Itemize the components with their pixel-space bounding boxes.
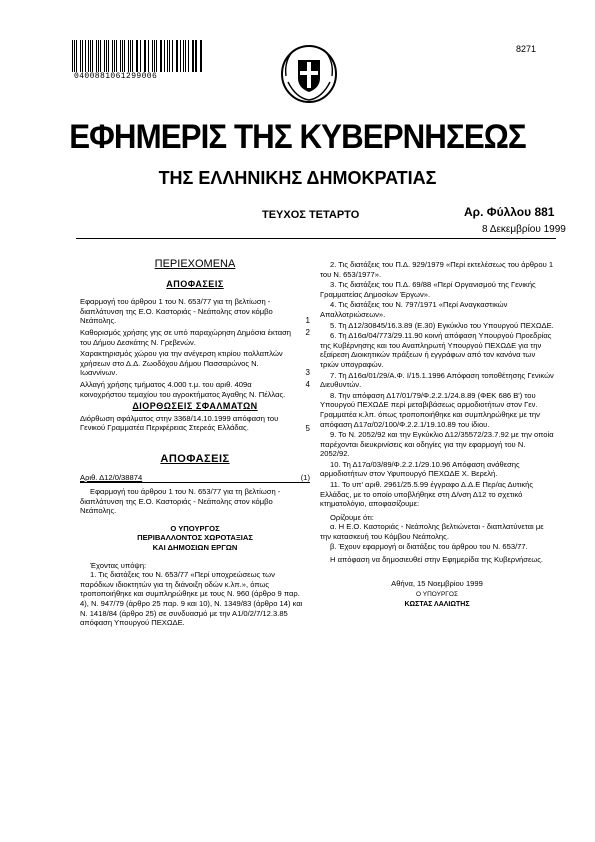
barcode-bar <box>201 40 202 72</box>
toc-item <box>80 297 310 326</box>
considering-point: 9. Το Ν. 2052/92 και την Εγκύκλιο Δ12/35572/23.7.92 με την οποία παρέχονται διευκρινίσεις και οδηγίες για την εφαρμογή του Ν. 2052/92. <box>320 430 554 459</box>
gazette-subtitle: ΤΗΣ ΕΛΛΗΝΙΚΗΣ ΔΗΜΟΚΡΑΤΙΑΣ <box>158 168 437 188</box>
barcode-number: 0400881061299006 <box>74 72 158 81</box>
toc-item-text: Εφαρμογή του άρθρου 1 του Ν. 653/77 για τη βελτίωση - διαπλάτυνση της Ε.Ο. Καστοριάς - Νεάπολης στον κόμβο Νεάπολης. <box>80 297 273 326</box>
barcode-bar <box>169 40 170 72</box>
errata-item <box>80 414 310 433</box>
considering-point: 11. Το υπ' αριθ. 2961/25.5.99 έγγραφο Δ.Δ.Ε Περ/ας Δυτικής Ελλάδας, με το οποίο υποβλήθηκε στη Δ/νση Δ12 το σχετικό κτηματολόγιο, αποφασίζουμε: <box>320 480 534 509</box>
considering-point: 10. Τη Δ17α/03/89/Φ.2.2.1/29.10.96 Απόφαση ανάθεσης αρμοδιοτήτων στον Υφυπουργό ΠΕΧΩΔΕ Χ. Βερελή. <box>320 459 520 479</box>
decisions-heading: ΑΠΟΦΑΣΕΙΣ <box>160 452 230 465</box>
toc-item-number: 3 <box>305 368 310 378</box>
errata-item-number: 5 <box>305 423 310 433</box>
barcode-bar <box>116 40 117 72</box>
resolution-b: β. Έχουν εφαρμογή οι διατάξεις του άρθρου του Ν. 653/77. <box>330 541 528 551</box>
decision-ref: Αριθ. Δ12/0/38874 <box>80 472 143 482</box>
barcode-bar <box>132 40 133 72</box>
barcode-bar <box>72 40 73 72</box>
toc-item <box>80 380 310 399</box>
barcode-bar <box>195 40 196 72</box>
toc-item-text: Καθορισμός χρήσης γης σε υπό παραχώρηση Δημόσια έκταση του Δήμου Δεσκάτης Ν. Γρεβενών. <box>80 327 292 347</box>
barcode-bar <box>120 40 121 72</box>
decision-ref-row <box>80 473 310 484</box>
issue-label: ΤΕΥΧΟΣ ΤΕΤΑΡΤΟ <box>262 209 360 221</box>
considering-point: 2. Τις διατάξεις του Π.Δ. 929/1979 «Περί εκτελέσεως του άρθρου 1 του Ν. 653/1977». <box>320 260 554 279</box>
barcode-bar <box>92 40 93 72</box>
considering-point: 4. Τις διατάξεις του Ν. 797/1971 «Περί Αναγκαστικών Απαλλοτριώσεων». <box>320 300 508 319</box>
toc-item <box>80 349 310 378</box>
toc-item <box>80 328 310 347</box>
right-column <box>320 260 554 610</box>
publish-order: Η απόφαση να δημοσιευθεί στην Εφημερίδα της Κυβερνήσεως. <box>330 555 544 565</box>
barcode-bar <box>100 40 101 72</box>
barcode-bar <box>124 40 125 72</box>
considering-label: Έχοντας υπόψη: <box>90 560 147 570</box>
toc-item-number: 2 <box>305 327 310 337</box>
resolution-lead: Ορίζουμε ότι: <box>330 512 374 522</box>
resolution-a: α. Η Ε.Ο. Καστοριάς - Νεάπολης βελτιώνεται - διαπλατύνεται με την κατασκευή του Κόμβου Νεάπολης. <box>320 522 544 542</box>
toc-item-number: 4 <box>305 379 310 389</box>
toc-item-text: Αλλαγή χρήσης τμήματος 4.000 τ.μ. του αριθ. 409α κοινοχρήστου τεμαχίου του αγροκτήματος Άγαθης Ν. Πέλλας. <box>80 379 286 399</box>
errata-heading: ΔΙΟΡΘΩΣΕΙΣ ΣΦΑΛΜΑΤΩΝ <box>132 401 258 412</box>
authority-line-1: Ο ΥΠΟΥΡΓΟΣ <box>170 523 220 533</box>
authority-line-3: ΚΑΙ ΔΗΜΟΣΙΩΝ ΕΡΓΩΝ <box>152 543 238 553</box>
toc-heading: ΠΕΡΙΕΧΟΜΕΝΑ <box>154 258 236 270</box>
authority-line-2: ΠΕΡΙΒΑΛΛΟΝΤΟΣ ΧΩΡΟΤΑΞΙΑΣ <box>137 533 253 543</box>
barcode <box>72 40 204 72</box>
barcode-bar <box>152 40 153 72</box>
considering-point: 7. Τη Δ16α/01/29/Α.Φ. Ι/15.1.1996 Απόφαση τοποθέτησης Γενικών Διευθυντών. <box>320 370 554 390</box>
toc-item-text: Χαρακτηρισμός χώρου για την ανέγερση κτιρίου πολλαπλών χρήσεων στο Δ.Δ. Ζωοδόχου Δήμου Πασσαρώνος Ν. Ιωαννίνων. <box>80 349 283 378</box>
errata-item-text: Διόρθωση σφάλματος στην 3368/14.10.1999 απόφαση του Γενικού Γραμματέα Περιφέρειας Στερεάς Ελλάδας. <box>80 413 279 433</box>
signature-place-date: Αθήνα, 15 Νοεμβρίου 1999 <box>391 578 483 588</box>
barcode-bar <box>108 40 109 72</box>
barcode-bar <box>188 40 189 72</box>
considering-point-1: 1. Τις διατάξεις του Ν. 653/77 «Περί υποχρεώσεως των παρόδιων ιδιοκτητών για τη διάνοιξη οδών κ.λπ.», όπως τροποποιήθηκε και συμπληρώθηκε με τους Ν. 960 (άρθρο 9 παρ. 4), Ν. 947/79 (άρθρο 25 παρ. 9 και 10), Ν. 1349/83 (άρθρο 14) και Ν. 1418/84 (άρθρο 25) σε συνδυασμό με την Α1/0/2/7/12.3.85 απόφαση Υπουργού ΠΕΧΩΔΕ. <box>80 570 303 628</box>
barcode-bar <box>82 40 83 72</box>
considering-point: 3. Τις διατάξεις του Π.Δ. 69/88 «Περί Οργανισμού της Γενικής Γραμματείας Δημοσίων Έργων». <box>320 280 536 299</box>
decision-intro: Εφαρμογή του άρθρου 1 του Ν. 653/77 για τη βελτίωση - διαπλάτυνση της Ε.Ο. Καστοριάς - Νεάπολης στον κόμβο Νεάπολης. <box>80 487 281 516</box>
toc-decisions-heading: ΑΠΟΦΑΣΕΙΣ <box>166 278 224 289</box>
sheet-number: Αρ. Φύλλου 881 <box>464 205 555 219</box>
considering-point: 6. Τη Δ16α/04/773/29.11.90 κοινή απόφαση Υπουργού Προεδρίας της Κυβέρνησης και του Αναπληρωτή Υπουργού ΠΕΧΩΔΕ για την εξαίρεση Διοικητικών πράξεων ή εγγράφων από τον κανόνα των τριών υπογραφών. <box>320 331 552 369</box>
gazette-title: ΕΦΗΜΕΡΙΣ ΤΗΣ ΚΥΒΕΡΝΗΣΕΩΣ <box>69 118 526 156</box>
issue-date: 8 Δεκεμβρίου 1999 <box>482 224 566 235</box>
considering-point: 5. Τη Δ12/30845/16.3.89 (Ε.30) Εγκύκλιο του Υπουργού ΠΕΧΩΔΕ. <box>330 320 554 330</box>
barcode-bar <box>185 40 186 72</box>
decision-ref-number: (1) <box>300 472 310 482</box>
greek-coat-of-arms-icon <box>278 42 340 104</box>
signature-role: Ο ΥΠΟΥΡΓΟΣ <box>416 591 458 599</box>
barcode-bar <box>80 40 81 72</box>
barcode-bar <box>167 40 168 72</box>
toc-item-number: 1 <box>305 316 310 326</box>
barcode-bar <box>137 40 138 72</box>
barcode-bar <box>145 40 146 72</box>
barcode-bar <box>160 40 161 72</box>
signature-name: ΚΩΣΤΑΣ ΛΑΛΙΩΤΗΣ <box>404 601 470 608</box>
page-number: 8271 <box>516 44 537 54</box>
barcode-bar <box>96 40 97 72</box>
barcode-bar <box>177 40 178 72</box>
considering-point: 8. Την απόφαση Δ17/01/79/Φ.2.2.1/24.8.89 (ΦΕΚ 686 Β') του Υπουργού ΠΕΧΩΔΕ περί μεταβιβάσεως αρμοδιοτήτων στον Γεν. Γραμματέα κ.λπ. όπως τροποποιήθηκε και συμπληρώθηκε με την απόφαση Δ17α/02/100/Φ.2.2.1/19.10.89 του ίδιου. <box>320 390 540 429</box>
left-column <box>80 260 310 628</box>
header-divider <box>76 238 556 239</box>
